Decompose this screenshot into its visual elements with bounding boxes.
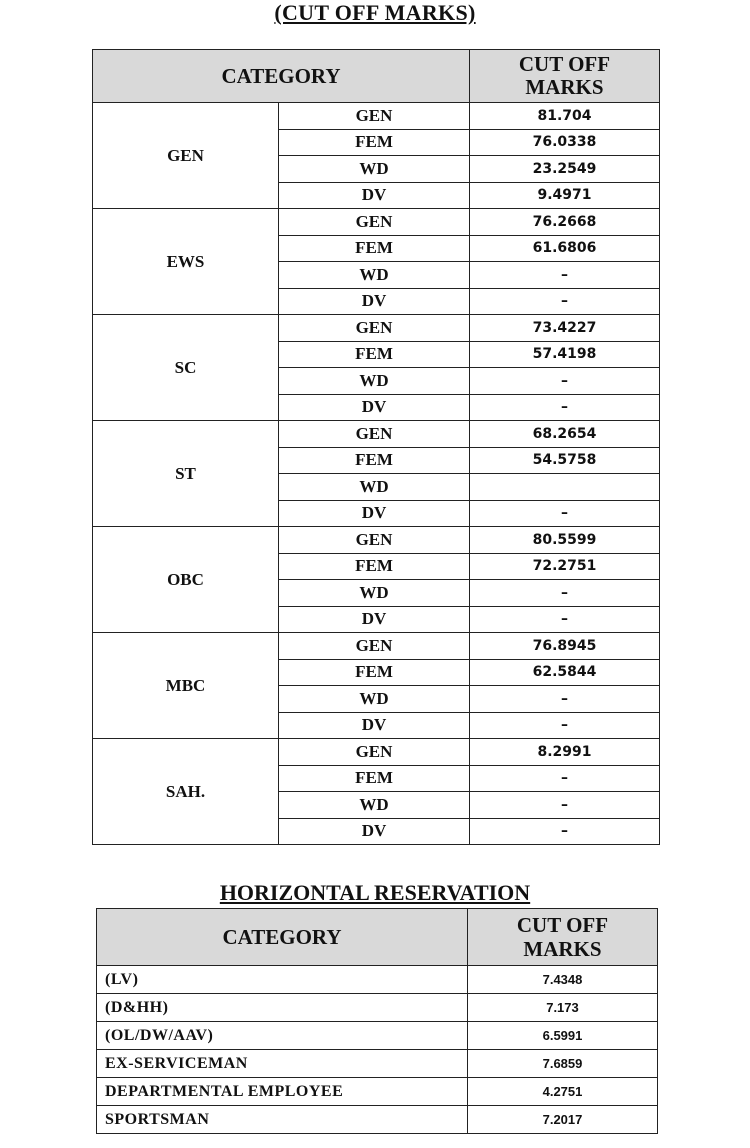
- subcategory-cell: WD: [279, 686, 470, 713]
- category-header: CATEGORY: [93, 50, 470, 103]
- horizontal-reservation-title: HORIZONTAL RESERVATION: [219, 880, 531, 905]
- cutoff-value-cell: 76.0338: [470, 129, 660, 156]
- subcategory-cell: FEM: [279, 765, 470, 792]
- cutoff-value-cell: 76.8945: [470, 633, 660, 660]
- cutoff-value-cell: –: [470, 792, 660, 819]
- cutoff-value-cell: 7.2017: [468, 1106, 658, 1134]
- table-row: [97, 1050, 658, 1078]
- table-row: [93, 209, 660, 236]
- subcategory-cell: FEM: [279, 129, 470, 156]
- category-cell: GEN: [93, 103, 279, 209]
- cutoff-value-cell: –: [470, 580, 660, 607]
- category-cell: DEPARTMENTAL EMPLOYEE: [97, 1078, 468, 1106]
- subcategory-cell: GEN: [279, 103, 470, 130]
- subcategory-cell: DV: [279, 606, 470, 633]
- cutoff-value-cell: 80.5599: [470, 527, 660, 554]
- cutoff-value-cell: –: [470, 765, 660, 792]
- table-row: [97, 1078, 658, 1106]
- cutoff-value-cell: 62.5844: [470, 659, 660, 686]
- cutoff-value-cell: 8.2991: [470, 739, 660, 766]
- category-cell: ST: [93, 421, 279, 527]
- cutoff-value-cell: –: [470, 262, 660, 289]
- table-row: [93, 739, 660, 766]
- cutoff-value-cell: –: [470, 712, 660, 739]
- cutoff-value-cell: –: [470, 394, 660, 421]
- subcategory-cell: GEN: [279, 421, 470, 448]
- subcategory-cell: WD: [279, 262, 470, 289]
- category-cell: SPORTSMAN: [97, 1106, 468, 1134]
- subcategory-cell: DV: [279, 394, 470, 421]
- subcategory-cell: WD: [279, 580, 470, 607]
- table-row: [97, 994, 658, 1022]
- table-row: [93, 527, 660, 554]
- cutoff-value-cell: –: [470, 368, 660, 395]
- subcategory-cell: WD: [279, 792, 470, 819]
- table-header-row: [97, 909, 658, 966]
- cutoff-value-cell: 7.173: [468, 994, 658, 1022]
- table-row: [97, 1022, 658, 1050]
- category-cell: OBC: [93, 527, 279, 633]
- table-row: [97, 1106, 658, 1134]
- subcategory-cell: FEM: [279, 553, 470, 580]
- cutoff-value-cell: 54.5758: [470, 447, 660, 474]
- subcategory-cell: WD: [279, 156, 470, 183]
- subcategory-cell: DV: [279, 182, 470, 209]
- cutoff-value-cell: –: [470, 818, 660, 845]
- table-row: [93, 103, 660, 130]
- subcategory-cell: FEM: [279, 341, 470, 368]
- cutoff-value-cell: –: [470, 606, 660, 633]
- table-header-row: [93, 50, 660, 103]
- cutoff-value-cell: 72.2751: [470, 553, 660, 580]
- table-row: [93, 421, 660, 448]
- cutoff-value-cell: 6.5991: [468, 1022, 658, 1050]
- cutoff-marks-body: [93, 103, 660, 845]
- subcategory-cell: DV: [279, 818, 470, 845]
- subcategory-cell: DV: [279, 288, 470, 315]
- cutoff-value-cell: [470, 474, 660, 501]
- subcategory-cell: DV: [279, 500, 470, 527]
- cutoff-value-cell: 7.6859: [468, 1050, 658, 1078]
- table-row: [97, 966, 658, 994]
- table-row: [93, 315, 660, 342]
- cutoff-value-cell: 23.2549: [470, 156, 660, 183]
- category-cell: MBC: [93, 633, 279, 739]
- cutoff-value-cell: –: [470, 686, 660, 713]
- cutoff-marks-header: CUT OFF MARKS: [468, 909, 658, 966]
- subcategory-cell: GEN: [279, 527, 470, 554]
- category-cell: (LV): [97, 966, 468, 994]
- category-header: CATEGORY: [97, 909, 468, 966]
- cutoff-value-cell: 61.6806: [470, 235, 660, 262]
- category-cell: SC: [93, 315, 279, 421]
- cutoff-value-cell: 7.4348: [468, 966, 658, 994]
- cutoff-value-cell: 76.2668: [470, 209, 660, 236]
- subcategory-cell: FEM: [279, 235, 470, 262]
- page-title: (CUT OFF MARKS): [274, 0, 476, 25]
- horizontal-reservation-body: [97, 966, 658, 1134]
- subcategory-cell: GEN: [279, 633, 470, 660]
- category-cell: EWS: [93, 209, 279, 315]
- cutoff-marks-header: CUT OFF MARKS: [470, 50, 660, 103]
- subcategory-cell: WD: [279, 368, 470, 395]
- cutoff-value-cell: 68.2654: [470, 421, 660, 448]
- table-row: [93, 633, 660, 660]
- cutoff-value-cell: 9.4971: [470, 182, 660, 209]
- cutoff-value-cell: 73.4227: [470, 315, 660, 342]
- cutoff-value-cell: 81.704: [470, 103, 660, 130]
- category-cell: SAH.: [93, 739, 279, 845]
- cutoff-value-cell: 4.2751: [468, 1078, 658, 1106]
- subcategory-cell: DV: [279, 712, 470, 739]
- cutoff-value-cell: 57.4198: [470, 341, 660, 368]
- cutoff-value-cell: –: [470, 500, 660, 527]
- category-cell: (OL/DW/AAV): [97, 1022, 468, 1050]
- cutoff-value-cell: –: [470, 288, 660, 315]
- subcategory-cell: GEN: [279, 739, 470, 766]
- horizontal-reservation-table: [96, 908, 658, 1134]
- subcategory-cell: WD: [279, 474, 470, 501]
- cutoff-marks-table: [92, 49, 660, 845]
- subcategory-cell: FEM: [279, 447, 470, 474]
- category-cell: EX-SERVICEMAN: [97, 1050, 468, 1078]
- subcategory-cell: GEN: [279, 315, 470, 342]
- category-cell: (D&HH): [97, 994, 468, 1022]
- subcategory-cell: FEM: [279, 659, 470, 686]
- subcategory-cell: GEN: [279, 209, 470, 236]
